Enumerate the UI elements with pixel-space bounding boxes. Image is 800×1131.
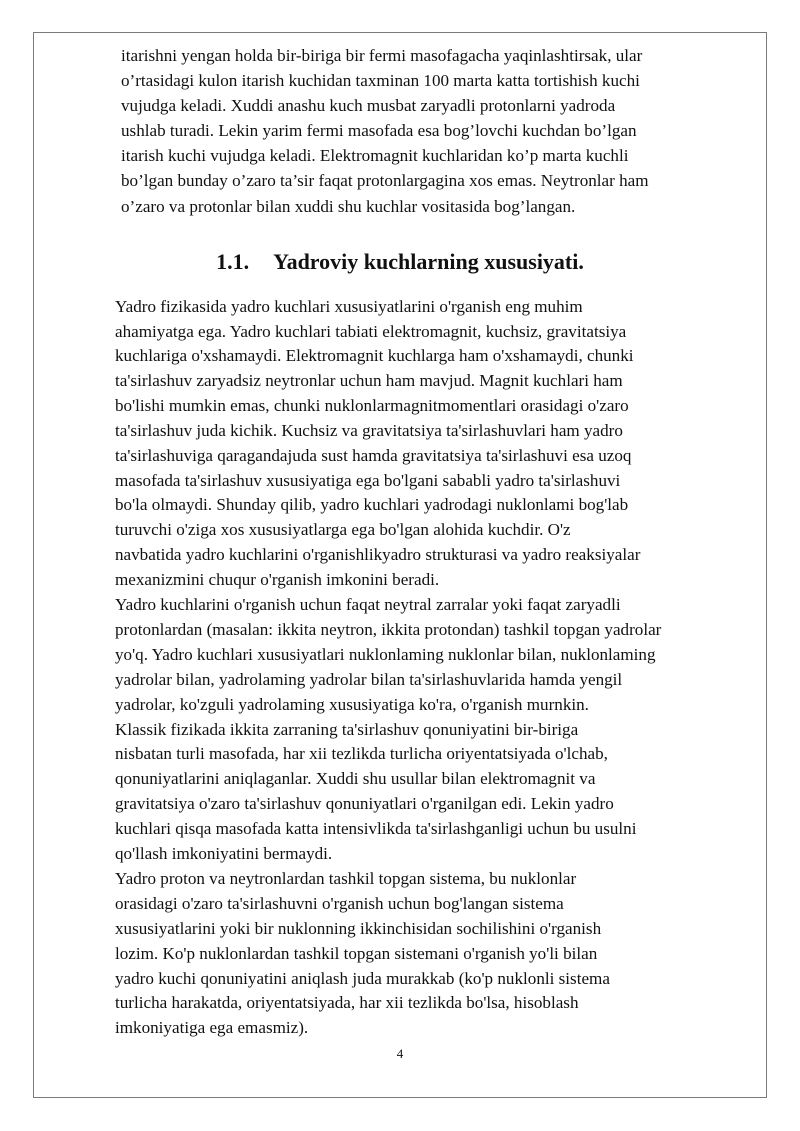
page-number: 4 [396, 1046, 404, 1061]
text-line: bo'la olmaydi. Shunday qilib, yadro kuchlari yadrodagi nuklonlami bog'lab [115, 495, 629, 514]
text-line: bo’lgan bunday o’zaro ta’sir faqat protonlargagina xos emas. Neytronlar ham [121, 171, 649, 190]
text-line: kuchlariga o'xshamaydi. Elektromagnit kuchlarga ham o'xshamaydi, chunki [115, 346, 634, 365]
text-line: xususiyatlarini yoki bir nuklonning ikkinchisidan sochilishini o'rganish [115, 919, 602, 938]
text-line: itarishni yengan holda bir-biriga bir fermi masofagacha yaqinlashtirsak, ular [121, 46, 643, 65]
section-heading [0, 248, 800, 276]
text-line: bo'lishi mumkin emas, chunki nuklonlarmagnitmomentlari orasidagi o'zaro [115, 396, 629, 415]
text-line: qonuniyatlarini aniqlaganlar. Xuddi shu usullar bilan elektromagnit va [115, 769, 596, 788]
text-line: mexanizmini chuqur o'rganish imkonini beradi. [115, 570, 440, 589]
text-line: nisbatan turli masofada, har xii tezlikda turlicha oriyentatsiyada o'lchab, [115, 744, 608, 763]
text-line: Yadro fizikasida yadro kuchlari xususiyatlarini o'rganish eng muhim [115, 297, 583, 316]
text-line: turuvchi o'ziga xos xususiyatlarga ega bo'lgan alohida kuchdir. O'z [115, 520, 571, 539]
text-line: yadro kuchi qonuniyatini aniqlash juda murakkab (ko'p nuklonli sistema [115, 969, 610, 988]
text-line: o’rtasidagi kulon itarish kuchidan taxminan 100 marta katta tortishish kuchi [121, 71, 640, 90]
text-line: protonlardan (masalan: ikkita neytron, ikkita protondan) tashkil topgan yadrolar [115, 620, 662, 639]
text-line: qo'llash imkoniyatini bermaydi. [115, 844, 333, 863]
text-line: itarish kuchi vujudga keladi. Elektromagnit kuchlaridan ko’p marta kuchli [121, 146, 629, 165]
text-line: vujudga keladi. Xuddi anashu kuch musbat zaryadli protonlarni yadroda [121, 96, 616, 115]
text-line: navbatida yadro kuchlarini o'rganishlikyadro strukturasi va yadro reaksiyalar [115, 545, 641, 564]
text-line: orasidagi o'zaro ta'sirlashuvni o'rganish uchun bog'langan sistema [115, 894, 564, 913]
text-line: ta'sirlashuv zaryadsiz neytronlar uchun ham mavjud. Magnit kuchlari ham [115, 371, 623, 390]
text-line: ta'sirlashuviga qaragandajuda sust hamda gravitatsiya ta'sirlashuvi esa uzoq [115, 446, 632, 465]
text-line: Yadro proton va neytronlardan tashkil topgan sistema, bu nuklonlar [115, 869, 577, 888]
text-line: yo'q. Yadro kuchlari xususiyatlari nuklonlaming nuklonlar bilan, nuklonlaming [115, 645, 656, 664]
text-line: yadrolar bilan, yadrolaming yadrolar bilan ta'sirlashuvlarida hamda yengil [115, 670, 623, 689]
text-line: o’zaro va protonlar bilan xuddi shu kuchlar vositasida bog’langan. [121, 197, 576, 216]
text-line: kuchlari qisqa masofada katta intensivlikda ta'sirlashganligi uchun bu usulni [115, 819, 637, 838]
text-line: gravitatsiya o'zaro ta'sirlashuv qonuniyatlari o'rganilgan edi. Lekin yadro [115, 794, 614, 813]
text-line: Yadro kuchlarini o'rganish uchun faqat neytral zarralar yoki faqat zaryadli [115, 595, 621, 614]
text-line: imkoniyatiga ega emasmiz). [115, 1018, 309, 1037]
text-line: ushlab turadi. Lekin yarim fermi masofada esa bog’lovchi kuchdan bo’lgan [121, 121, 637, 140]
text-line: ta'sirlashuv juda kichik. Kuchsiz va gravitatsiya ta'sirlashuvlari ham yadro [115, 421, 623, 440]
text-line: yadrolar, ko'zguli yadrolaming xususiyatiga ko'ra, o'rganish murnkin. [115, 695, 589, 714]
section-title: Yadroviy kuchlarning xususiyati. [273, 249, 584, 274]
text-line: ahamiyatga ega. Yadro kuchlari tabiati elektromagnit, kuchsiz, gravitatsiya [115, 322, 627, 341]
text-line: Klassik fizikada ikkita zarraning ta'sirlashuv qonuniyatini bir-biriga [115, 720, 579, 739]
section-number: 1.1. [216, 249, 250, 274]
text-line: masofada ta'sirlashuv xususiyatiga ega bo'lgani sababli yadro ta'sirlashuvi [115, 471, 621, 490]
text-line: lozim. Ko'p nuklonlardan tashkil topgan sistemani o'rganish yo'li bilan [115, 944, 598, 963]
text-line: turlicha harakatda, oriyentatsiyada, har xii tezlikda bo'lsa, hisoblash [115, 993, 579, 1012]
